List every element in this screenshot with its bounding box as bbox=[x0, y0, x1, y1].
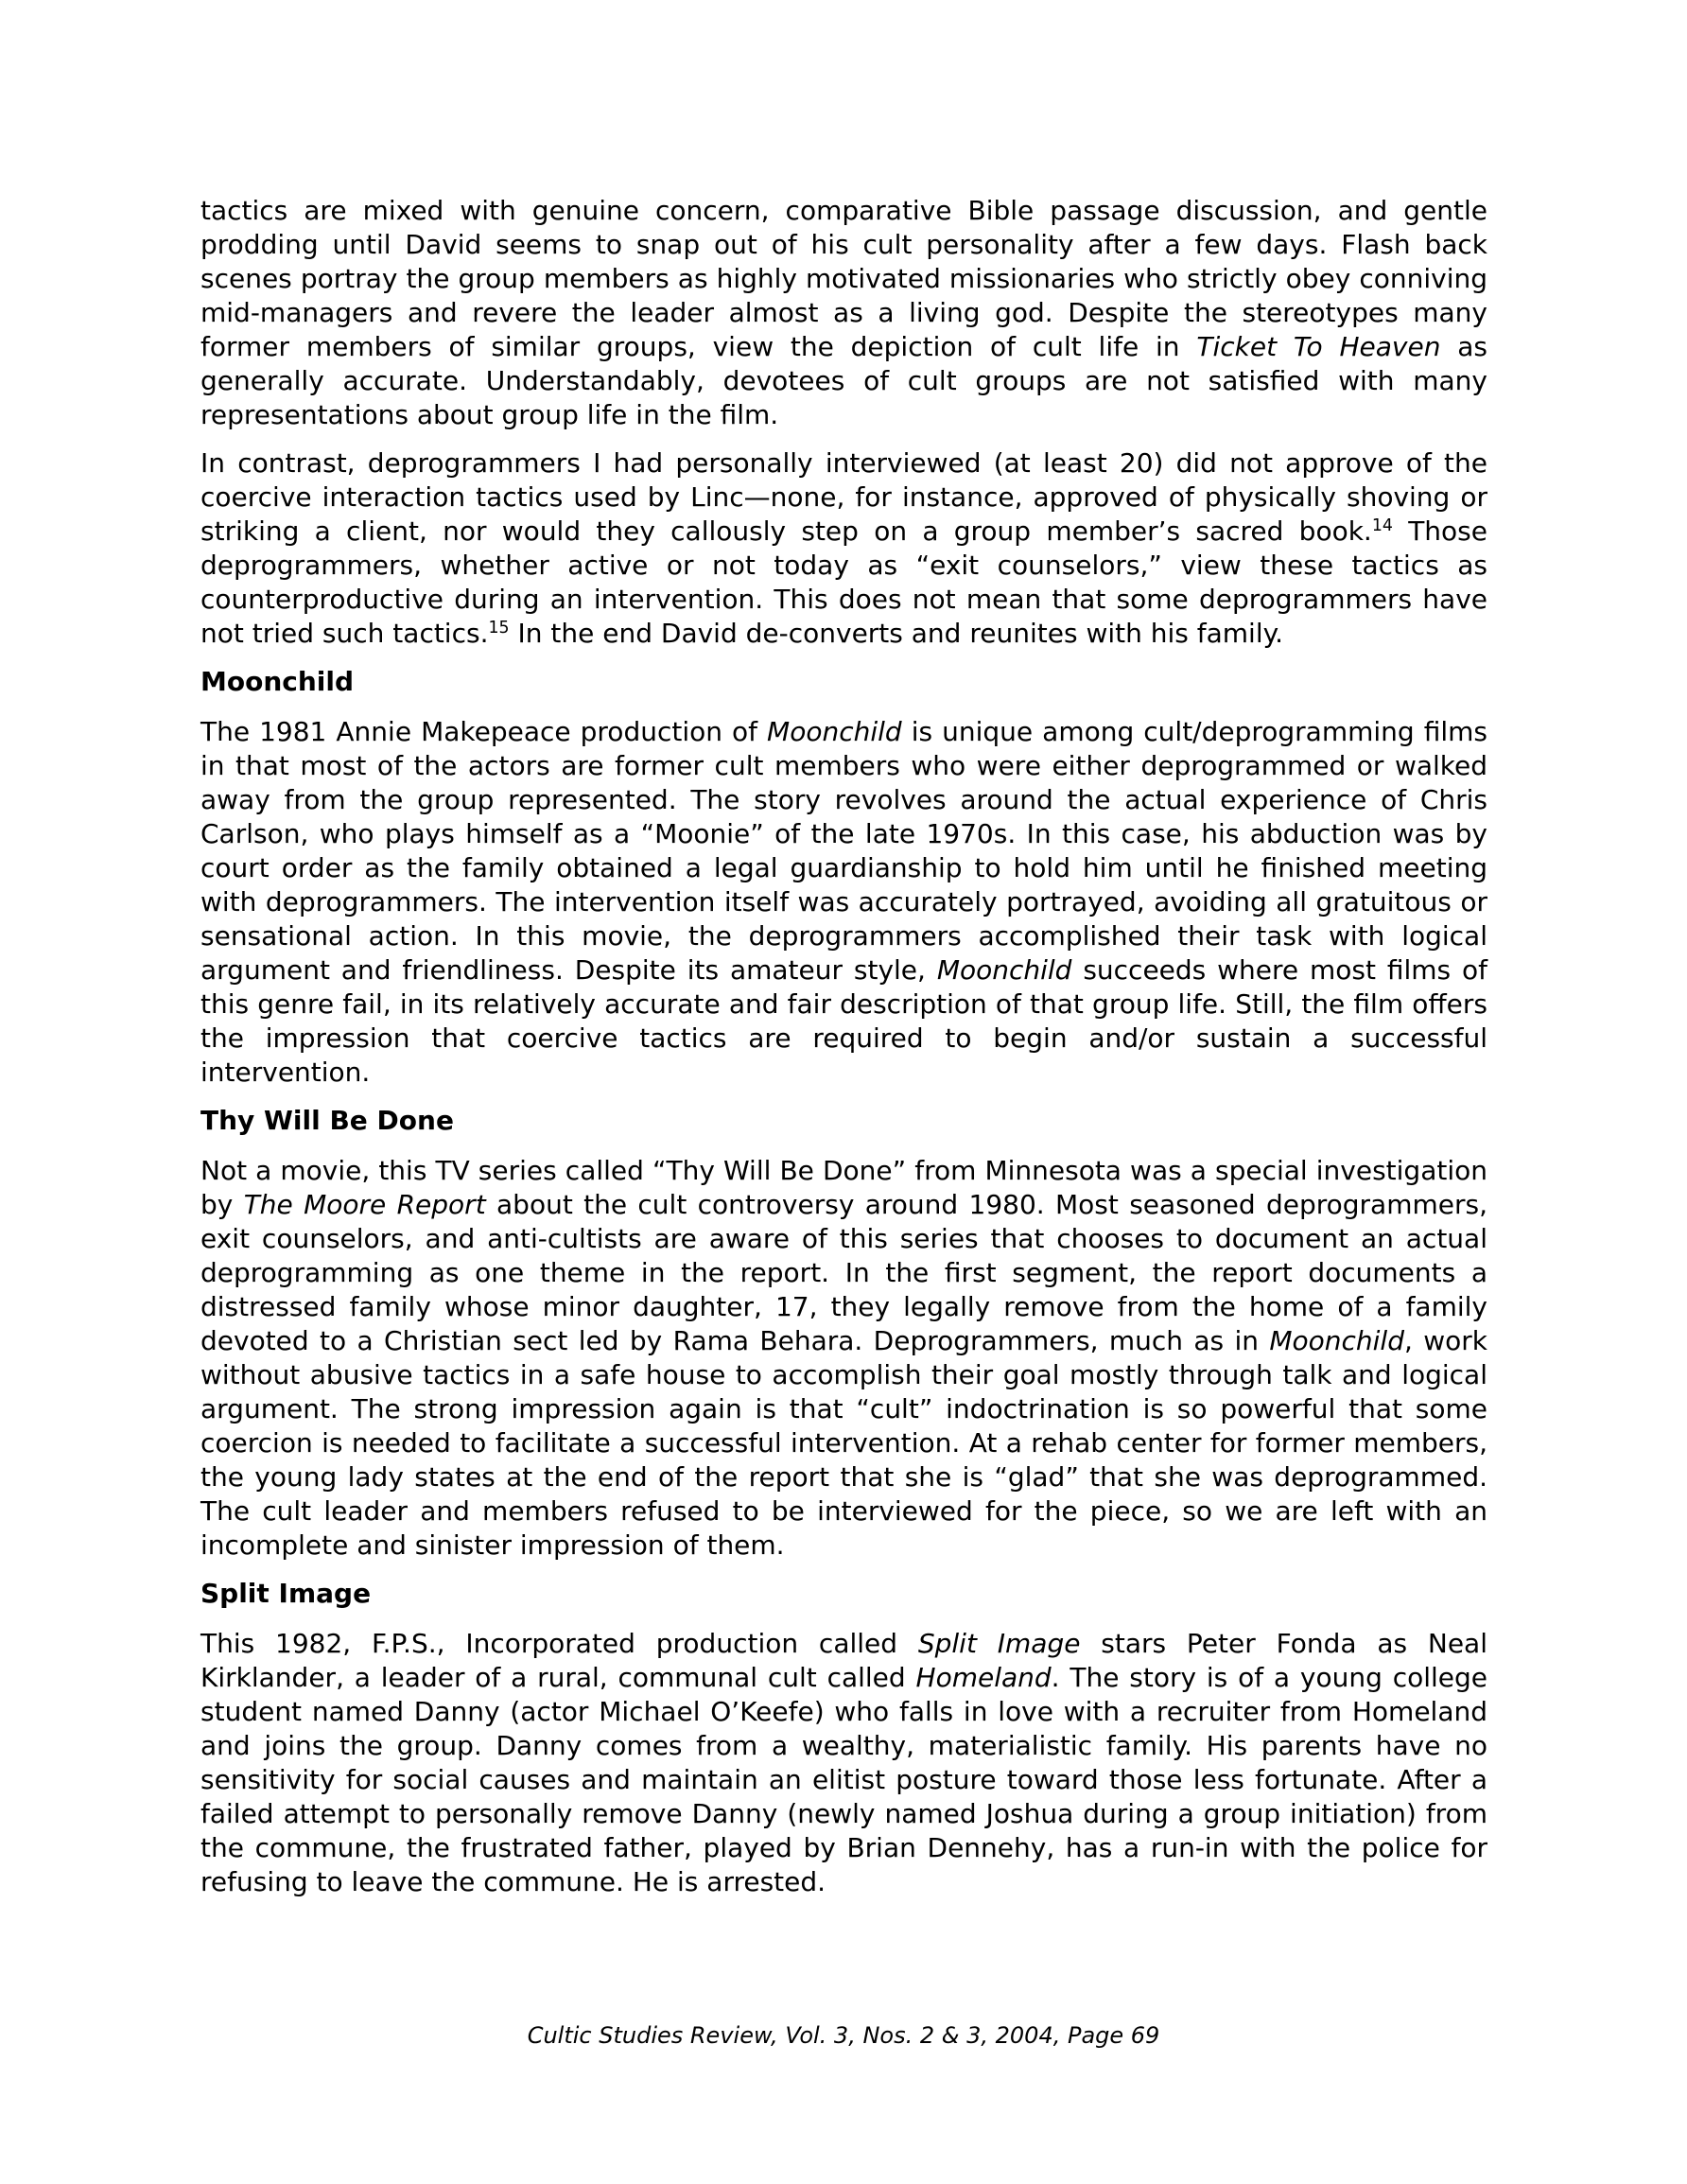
page-footer: Cultic Studies Review, Vol. 3, Nos. 2 & 3, 2004, Page 69 bbox=[527, 2022, 1160, 2049]
section-heading-split-image bbox=[200, 1577, 1487, 1611]
section-heading-moonchild bbox=[200, 665, 1487, 699]
text-run: Moonchild bbox=[200, 666, 355, 697]
section-heading-thy-will-be-done bbox=[200, 1104, 1487, 1138]
italic-title-run: Moonchild bbox=[936, 954, 1072, 986]
text-run: is unique among cult/deprogramming films in that most of the actors are former cult members who were either deprogrammed or walked away from the group represented. The story revolves around the actual experience of Chris Carlson, who plays himself as a “Moonie” of the late 1970s. In this case, his abduction was by court order as the family obtained a legal guardianship to hold him until he finished meeting with deprogrammers. The intervention itself was accurately portrayed, avoiding all gratuitous or sensational action. In this movie, the deprogrammers accomplished their task with logical argument and friendliness. Despite its amateur style, bbox=[200, 716, 1488, 986]
text-run: stars Peter Fonda as Neal Kirklander, a leader of a rural, communal cult called bbox=[200, 1628, 1487, 1693]
footnote-reference: 15 bbox=[488, 619, 510, 638]
text-run: In the end David de-converts and reunites with his family. bbox=[509, 618, 1284, 649]
text-run: succeeds where most films of this genre fail, in its relatively accurate and fair description of that group life. Still, the film offers the impression that coercive tactics are required to begin and/or sustain a successful intervention. bbox=[200, 954, 1487, 1088]
italic-title-run: The Moore Report bbox=[243, 1189, 486, 1220]
text-run: . The story is of a young college student named Danny (actor Michael O’Keefe) who falls in love with a recruiter from Homeland and joins the group. Danny comes from a wealthy, materialistic family. His parents have no sensitivity for social causes and maintain an elitist posture toward those less fortunate. After a failed attempt to personally remove Danny (newly named Joshua during a group initiation) from the commune, the frustrated father, played by Brian Dennehy, has a run-in with the police for refusing to leave the commune. He is arrested. bbox=[200, 1662, 1488, 1897]
paragraph-moonchild bbox=[200, 715, 1487, 1090]
italic-title-run: Moonchild bbox=[767, 716, 902, 747]
text-run: Split Image bbox=[200, 1578, 372, 1609]
italic-title-run: Ticket To Heaven bbox=[1196, 331, 1441, 362]
text-run: Those deprogrammers, whether active or not today as “exit counselors,” view these tactics as counterproductive during an intervention. This does not mean that some deprogrammers have not tried such tactics. bbox=[200, 515, 1487, 649]
text-run: The 1981 Annie Makepeace production of bbox=[200, 716, 768, 747]
text-run: Not a movie, this TV series called “Thy Will Be Done” from Minnesota was a special investigation by bbox=[200, 1155, 1487, 1220]
paragraph-split-image bbox=[200, 1627, 1487, 1899]
paragraph-thy-will-be-done bbox=[200, 1154, 1487, 1563]
paragraph-ticket-to-heaven bbox=[200, 194, 1487, 432]
footnote-reference: 14 bbox=[1371, 516, 1393, 536]
text-run: , work without abusive tactics in a safe house to accomplish their goal mostly through talk and logical argument. The strong impression again is that “cult” indoctrination is so powerful that some coercion is needed to facilitate a successful intervention. At a rehab center for former members, the young lady states at the end of the report that she is “glad” that she was deprogrammed. The cult leader and members refused to be interviewed for the piece, so we are left with an incomplete and sinister impression of them. bbox=[200, 1325, 1488, 1561]
text-run: tactics are mixed with genuine concern, comparative Bible passage discussion, and gentle prodding until David seems to snap out of his cult personality after a few days. Flash back scenes portray the group members as highly motivated missionaries who strictly obey conniving mid-managers and revere the leader almost as a living god. Despite the stereotypes many former members of similar groups, view the depiction of cult life in bbox=[200, 195, 1487, 362]
text-run: In contrast, deprogrammers I had personally interviewed (at least 20) did not approve of the coercive interaction tactics used by Linc—none, for instance, approved of physically shoving or striking a client, nor would they callously step on a group member’s sacred book. bbox=[200, 447, 1487, 547]
italic-title-run: Split Image bbox=[917, 1628, 1081, 1659]
document-body bbox=[200, 194, 1487, 1913]
paragraph-deprogrammers bbox=[200, 446, 1487, 651]
text-run: Thy Will Be Done bbox=[200, 1105, 454, 1136]
text-run: as generally accurate. Understandably, devotees of cult groups are not satisfied with many representations about group life in the film. bbox=[200, 331, 1487, 430]
text-run: This 1982, F.P.S., Incorporated production called bbox=[200, 1628, 918, 1659]
italic-title-run: Homeland bbox=[915, 1662, 1052, 1693]
text-run: about the cult controversy around 1980. Most seasoned deprogrammers, exit counselors, and anti-cultists are aware of this series that chooses to document an actual deprogramming as one theme in the report. In the first segment, the report documents a distressed family whose minor daughter, 17, they legally remove from the home of a family devoted to a Christian sect led by Rama Behara. Deprogrammers, much as in bbox=[200, 1189, 1487, 1356]
italic-title-run: Moonchild bbox=[1269, 1325, 1404, 1356]
